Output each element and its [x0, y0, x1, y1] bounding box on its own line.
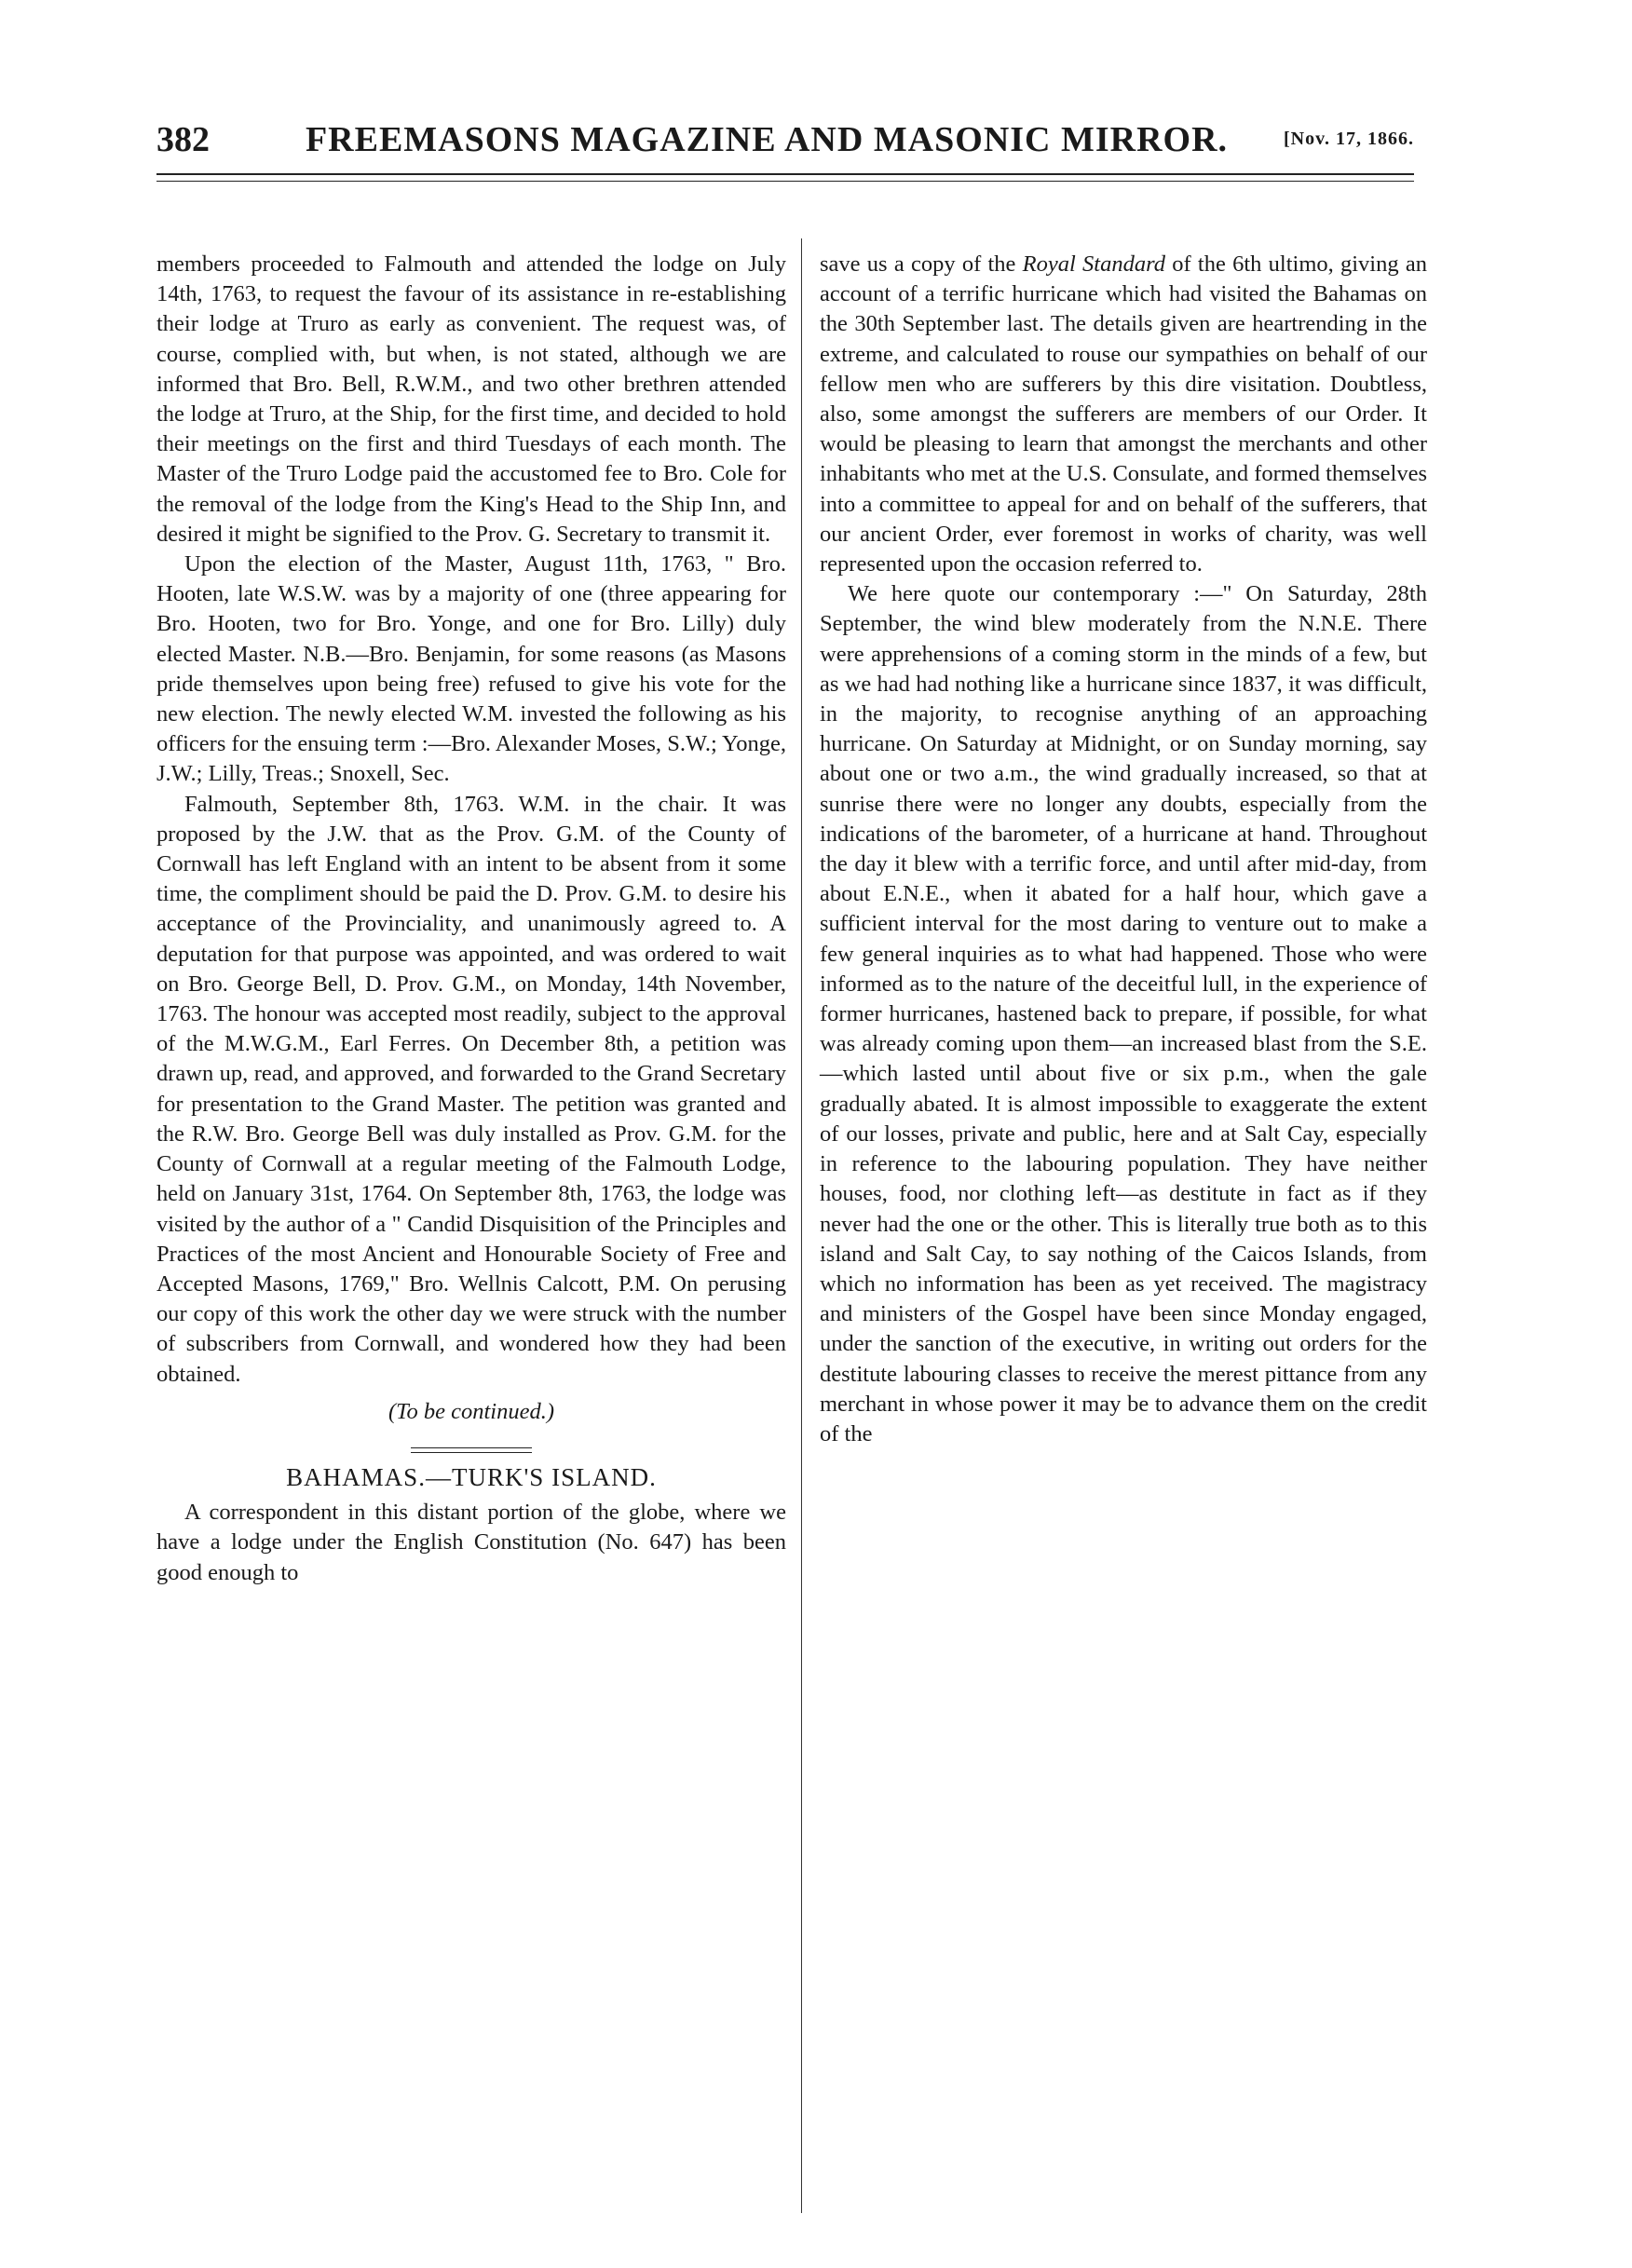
text-run: save us a copy of the: [820, 251, 1016, 277]
paragraph: [820, 250, 1427, 579]
section-rule: [411, 1447, 532, 1453]
header-rule: [156, 173, 1414, 182]
paragraph: A correspondent in this distant portion of the globe, where we have a lodge under the English Constitution (No. 647) has been good enough to: [156, 1500, 786, 1585]
newspaper-title: Royal Standard: [1022, 251, 1165, 277]
issue-date: [Nov. 17, 1866.: [1284, 129, 1414, 149]
column-divider: [801, 238, 802, 2213]
paragraph: members proceeded to Falmouth and attended the lodge on July 14th, 1763, to request the favour of its assistance in re-establishing their lodge at Truro as early as convenient. The request was, of course, complied with, but when, is not stated, although we are informed that Bro. Bell, R.W.M., and two other brethren attended the lodge at Truro, at the Ship, for the first time, and decided to hold their meetings on the first and third Tuesdays of each month. The Master of the Truro Lodge paid the accustomed fee to Bro. Cole for the removal of the lodge from the King's Head to the Ship Inn, and desired it might be signified to the Prov. G. Secretary to transmit it.: [156, 251, 786, 547]
section-heading: BAHAMAS.—TURK'S ISLAND.: [286, 1462, 657, 1491]
text-run: of the 6th ultimo, giving an account of a terrific hurricane which had visited the Bahamas on the 30th September last. The details given are heartrending in the extreme, and calculated to rouse our sympathies on behalf of our fellow men who are sufferers by this dire visitation. Doubtless, also, some amongst the sufferers are members of our Order. It would be pleasing to learn that amongst the merchants and other inhabitants who met at the U.S. Consulate, and formed themselves into a committee to appeal for and on behalf of the sufferers, that our ancient Order, ever foremost in works of charity, was well represented upon the occasion referred to.: [820, 251, 1427, 577]
running-title: FREEMASONS MAGAZINE AND MASONIC MIRROR.: [305, 120, 1229, 159]
paragraph: We here quote our contemporary :—" On Saturday, 28th September, the wind blew moderately from the N.N.E. There were apprehensions of a coming storm in the minds of a few, but as we had had nothing like a hurricane since 1837, it was difficult, in the majority, to recognise anything of an approaching hurricane. On Saturday at Midnight, or on Sunday morning, say about one or two a.m., the wind gradually increased, so that at sunrise there were no longer any doubts, especially from the indications of the barometer, of a hurricane at hand. Throughout the day it blew with a terrific force, and until after mid-day, from about E.N.E., when it abated for a half hour, which gave a sufficient interval for the most daring to venture out to make a few general inquiries as to what had happened. Those who were informed as to the nature of the deceitful lull, in the experience of former hurricanes, hastened back to prepare, if possible, for what was already coming upon them—an increased blast from the S.E.—which lasted until about five or six p.m., when the gale gradually abated. It is almost impossible to exaggerate the extent of our losses, private and public, here and at Salt Cay, especially in reference to the labouring population. They have neither houses, food, nor clothing left—as destitute in fact as if they never had the one or the other. This is literally true both as to this island and Salt Cay, to say nothing of the Caicos Islands, from which no information has been as yet received. The magistracy and ministers of the Gospel have been since Monday engaged, under the sanction of the executive, in writing out orders for the destitute labouring classes to receive the merest pittance from any merchant in whose power it may be to advance them on the credit of the: [820, 581, 1427, 1446]
left-column: [156, 250, 786, 1588]
to-be-continued: (To be continued.): [388, 1398, 555, 1424]
page-number: 382: [156, 120, 210, 159]
page-header: [156, 119, 1414, 175]
paragraph: Falmouth, September 8th, 1763. W.M. in the chair. It was proposed by the J.W. that as the Prov. G.M. of the County of Cornwall has left England with an intent to be absent from it some time, the compliment should be paid the D. Prov. G.M. to desire his acceptance of the Provinciality, and unanimously agreed to. A deputation for that purpose was appointed, and was ordered to wait on Bro. George Bell, D. Prov. G.M., on Monday, 14th November, 1763. The honour was accepted most readily, subject to the approval of the M.W.G.M., Earl Ferres. On December 8th, a petition was drawn up, read, and approved, and forwarded to the Grand Secretary for presentation to the Grand Master. The petition was granted and the R.W. Bro. George Bell was duly installed as Prov. G.M. for the County of Cornwall at a regular meeting of the Falmouth Lodge, held on January 31st, 1764. On September 8th, 1763, the lodge was visited by the author of a " Candid Disquisition of the Principles and Practices of the most Ancient and Honourable Society of Free and Accepted Masons, 1769," Bro. Wellnis Calcott, P.M. On perusing our copy of this work the other day we were struck with the number of subscribers from Cornwall, and wondered how they had been obtained.: [156, 791, 786, 1387]
paragraph: Upon the election of the Master, August 11th, 1763, " Bro. Hooten, late W.S.W. was by a majority of one (three appearing for Bro. Hooten, two for Bro. Yonge, and one for Bro. Lilly) duly elected Master. N.B.—Bro. Benjamin, for some reasons (as Masons pride themselves upon being free) refused to give his vote for the new election. The newly elected W.M. invested the following as his officers for the ensuing term :—Bro. Alexander Moses, S.W.; Yonge, J.W.; Lilly, Treas.; Snoxell, Sec.: [156, 551, 786, 787]
right-column: [820, 250, 1427, 1449]
